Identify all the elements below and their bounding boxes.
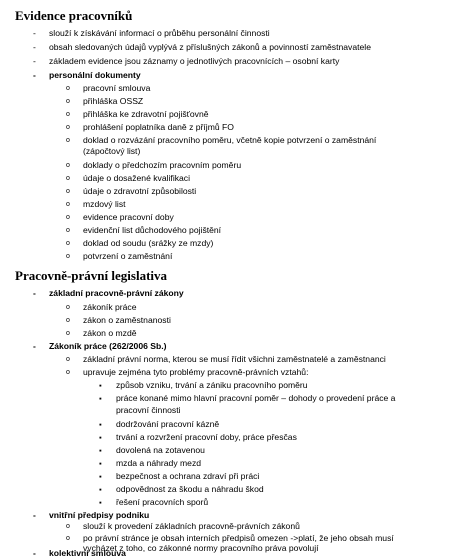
document-page: Evidence pracovníků - slouží k získávání informací o průběhu personální činnosti - obsah sledovaných údajů vyplývá z příslušných zákonů a povinností zaměstnavatele - základem evidence jsou záznamy o jednotlivých pracovnících – osobní karty - personální dokumenty o pracovní smlouva o přihláška OSSZ o přihláška ke zdravotní pojišťovně o prohlášení poplatníka daně z příjmů FO o doklad o rozvázání pracovního poměru, včetně kopie potvrzení o zaměstnání (zápočtový list) o doklady o předchozím pracovním poměru o údaje o dosažené kvalifikaci o údaje o zdravotní způsobilosti o mzdový list o evidence pracovní doby o evidenční list důchodového pojištění o doklad od soudu (srážky ze mzdy) o potvrzení o zaměstnání Pracovně-právní legislativa - základní pracovně-právní zákony o zákoník práce o zákon o zaměstnanosti o zákon o mzdě - Zákoník práce (262/2006 Sb.) o základní právní norma, kterou se musí řídit všichni zaměstnatelé a zaměstnanci o upravuje zejména tyto problémy pracovně-právních vztahů: ▪ způsob vzniku, trvání a zániku pracovního poměru ▪ práce konané mimo hlavní pracovní poměr – dohody o provedení práce a pracovní činnosti ▪ dodržování pracovní kázně ▪ trvání a rozvržení pracovní doby, práce přesčas ▪ dovolená na zotavenou ▪ mzda a náhrady mezd ▪ bezpečnost a ochrana zdraví při práci ▪ odpovědnost za škodu a náhradu škod ▪ řešení pracovních sporů - vnitřní předpisy podniku o slouží k provedení základních pracovně-právních zákonů o po právní stránce je obsah interních předpisů omezen ->platí, že jeho obsah musí vycházet z toho, co zákonné normy pracovního práva povolují - kolektivní smlouva	[15, 8, 396, 558]
heading-evidence-pracovniku: Evidence pracovníků	[15, 8, 133, 23]
heading-pracovne-pravni-legislativa: Pracovně-právní legislativa	[15, 268, 168, 283]
